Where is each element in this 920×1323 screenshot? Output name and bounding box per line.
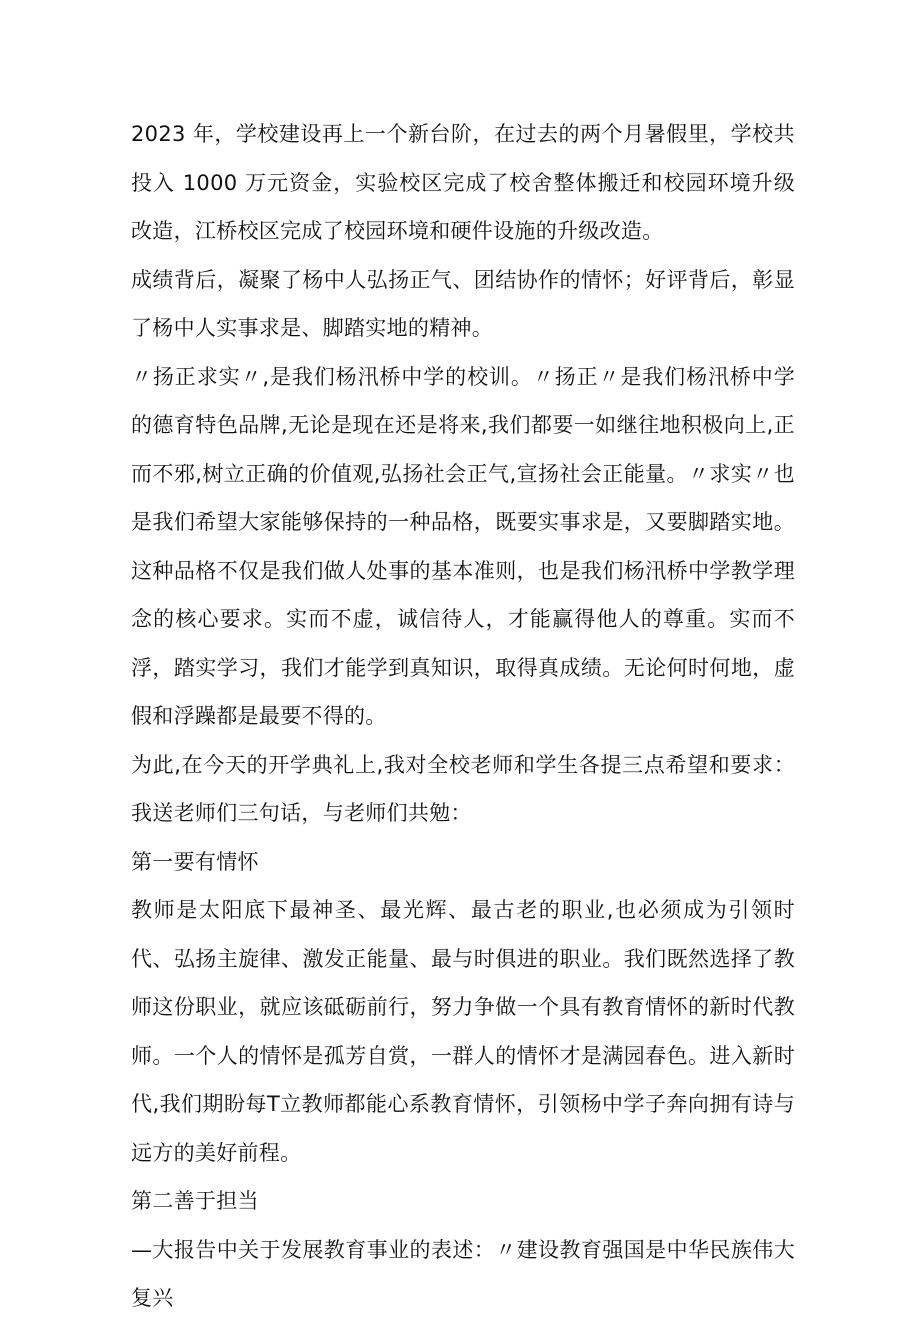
document-body (131, 110, 795, 1323)
heading-first-point: 第一要有情怀 (131, 849, 259, 874)
paragraph-school-motto: 〃扬正求实〃,是我们杨汛桥中学的校训。〃扬正〃是我们杨汛桥中学的德育特色品牌,无论是现在还是将来,我们都要一如继往地积极向上,正而不邪,树立正确的价值观,弘扬社会正气,宣扬社会正能量。〃求实〃也是我们希望大家能够保持的一种品格，既要实事求是，又要脚踏实地。这种品格不仅是我们做人处事的基本准则，也是我们杨汛桥中学教学理念的核心要求。实而不虚，诚信待人，才能赢得他人的尊重。实而不浮，踏实学习，我们才能学到真知识，取得真成绩。无论何时何地，虚假和浮躁都是最要不得的。 (131, 364, 795, 728)
heading-second-point: 第二善于担当 (131, 1189, 259, 1213)
paragraph-achievements: 成绩背后，凝聚了杨中人弘扬正气、团结协作的情怀；好评背后，彰显了杨中人实事求是、脚踏实地的精神。 (131, 267, 795, 340)
paragraph-school-construction: 2023 年，学校建设再上一个新台阶，在过去的两个月暑假里，学校共投入 1000 万元资金，实验校区完成了校舍整体搬迁和校园环境升级改造，江桥校区完成了校园环境和硬件设施的升级改造。 (131, 122, 795, 243)
paragraph-teacher-passion: 教师是太阳底下最神圣、最光辉、最古老的职业,也必须成为引领时代、弘扬主旋律、激发正能量、最与时俱进的职业。我们既然选择了教师这份职业，就应该砥砺前行，努力争做一个具有教育情怀的新时代教师。一个人的情怀是孤芳自赏，一群人的情怀才是满园春色。进入新时代,我们期盼每T立教师都能心系教育情怀，引领杨中学子奔向拥有诗与远方的美好前程。 (131, 898, 795, 1165)
paragraph-education-report: —大报告中关于发展教育事业的表述：〃建设教育强国是中华民族伟大复兴 (131, 1237, 795, 1310)
paragraph-expectations-intro: 为此,在今天的开学典礼上,我对全校老师和学生各提三点希望和要求：我送老师们三句话，与老师们共勉： (131, 752, 795, 825)
